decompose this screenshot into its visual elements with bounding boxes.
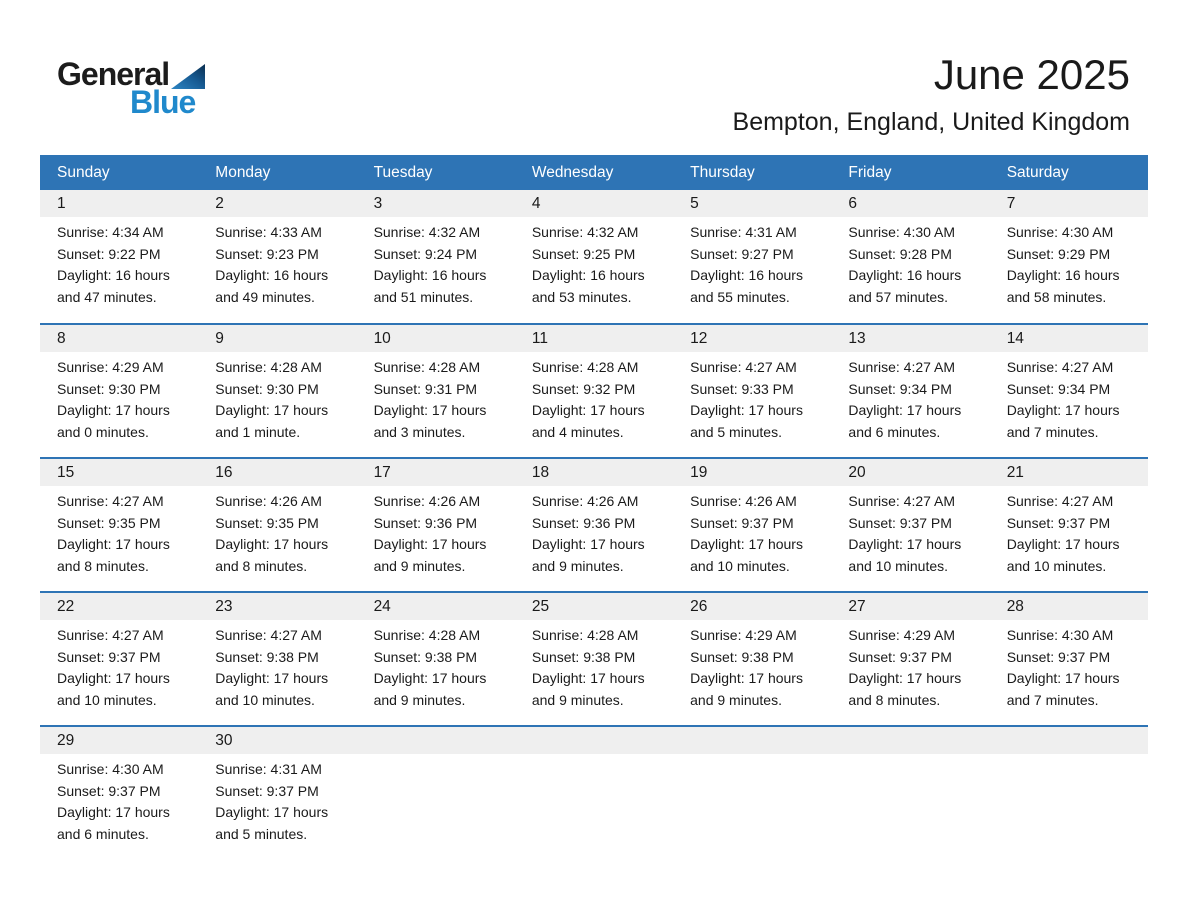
- day-details: [357, 352, 515, 443]
- day-cell: [990, 190, 1148, 324]
- day-daylight-hours: Daylight: 16 hours: [57, 267, 170, 283]
- day-daylight-minutes: and 51 minutes.: [373, 288, 474, 305]
- day-daylight-hours: Daylight: 16 hours: [690, 267, 803, 283]
- day-details: [990, 352, 1148, 443]
- day-daylight-minutes: and 0 minutes.: [57, 423, 149, 440]
- day-daylight-hours: Daylight: 17 hours: [57, 402, 170, 418]
- day-number-band: [673, 727, 831, 754]
- day-number: 27: [848, 598, 866, 615]
- day-number-band: [990, 459, 1148, 486]
- day-number-band: [357, 593, 515, 620]
- day-details: [673, 486, 831, 577]
- day-cell: [515, 458, 673, 592]
- day-daylight-minutes: and 3 minutes.: [373, 423, 466, 440]
- day-number-band: [357, 325, 515, 352]
- day-sunrise: Sunrise: 4:27 AM: [215, 627, 322, 643]
- day-daylight-hours: Daylight: 17 hours: [57, 536, 170, 552]
- day-daylight-hours: Daylight: 17 hours: [373, 670, 487, 686]
- day-number-band: [990, 727, 1148, 754]
- day-daylight-hours: Daylight: 16 hours: [373, 267, 487, 283]
- day-sunset: Sunset: 9:38 PM: [215, 648, 319, 665]
- day-cell: [198, 726, 356, 860]
- day-daylight-hours: Daylight: 17 hours: [848, 670, 962, 686]
- day-sunset: Sunset: 9:31 PM: [373, 380, 478, 397]
- day-number-band: [515, 325, 673, 352]
- day-sunrise: Sunrise: 4:30 AM: [1006, 224, 1114, 240]
- day-cell: [515, 592, 673, 726]
- day-daylight-hours: Daylight: 17 hours: [690, 402, 803, 418]
- day-sunrise: Sunrise: 4:26 AM: [373, 493, 481, 509]
- day-sunset: Sunset: 9:35 PM: [57, 514, 161, 531]
- day-sunset: Sunset: 9:38 PM: [690, 648, 794, 665]
- day-daylight-minutes: and 7 minutes.: [1006, 691, 1099, 708]
- day-sunset: Sunset: 9:34 PM: [1006, 380, 1111, 397]
- day-sunrise: Sunrise: 4:29 AM: [848, 627, 956, 643]
- day-cell: [673, 458, 831, 592]
- day-sunset: Sunset: 9:33 PM: [690, 380, 794, 397]
- day-number-band: [515, 593, 673, 620]
- day-number-band: [40, 727, 198, 754]
- day-sunset: Sunset: 9:29 PM: [1006, 245, 1111, 262]
- day-details: [831, 352, 989, 443]
- day-number: 14: [1006, 330, 1024, 347]
- day-number: 7: [1006, 195, 1016, 212]
- day-daylight-minutes: and 10 minutes.: [1006, 557, 1107, 574]
- day-details: [990, 620, 1148, 711]
- day-daylight-hours: Daylight: 17 hours: [1006, 670, 1120, 686]
- day-daylight-hours: Daylight: 17 hours: [57, 670, 170, 686]
- day-number: 9: [215, 330, 224, 347]
- day-number-band: [357, 190, 515, 217]
- day-daylight-minutes: and 9 minutes.: [690, 691, 782, 708]
- location-subtitle: Bempton, England, United Kingdom: [732, 108, 1130, 137]
- day-sunrise: Sunrise: 4:26 AM: [215, 493, 322, 509]
- day-cell: [357, 324, 515, 458]
- day-number: 24: [373, 598, 391, 615]
- day-sunset: Sunset: 9:37 PM: [1006, 648, 1111, 665]
- day-cell: [198, 324, 356, 458]
- day-number: 23: [215, 598, 233, 615]
- empty-day-cell: [990, 726, 1148, 860]
- weekday-header: Sunday: [40, 155, 198, 190]
- day-details: [198, 486, 356, 577]
- title-block: [733, 52, 1130, 137]
- day-daylight-minutes: and 6 minutes.: [848, 423, 941, 440]
- day-sunrise: Sunrise: 4:32 AM: [373, 224, 481, 240]
- logo-general-text: General: [57, 56, 170, 92]
- day-sunrise: Sunrise: 4:26 AM: [690, 493, 797, 509]
- day-cell: [990, 458, 1148, 592]
- day-cell: [831, 324, 989, 458]
- day-daylight-minutes: and 8 minutes.: [215, 557, 308, 574]
- day-daylight-minutes: and 5 minutes.: [690, 423, 782, 440]
- day-sunset: Sunset: 9:37 PM: [848, 648, 952, 665]
- day-sunrise: Sunrise: 4:29 AM: [57, 359, 164, 375]
- day-number-band: [831, 459, 989, 486]
- day-details: [40, 352, 198, 443]
- logo-blue-text: Blue: [130, 84, 196, 120]
- day-number: 30: [215, 732, 233, 749]
- weekday-header: Tuesday: [357, 155, 515, 190]
- day-sunrise: Sunrise: 4:33 AM: [215, 224, 322, 240]
- empty-day-cell: [831, 726, 989, 860]
- day-sunset: Sunset: 9:36 PM: [531, 514, 636, 531]
- day-details: [673, 352, 831, 443]
- day-sunset: Sunset: 9:37 PM: [57, 648, 161, 665]
- day-number: 5: [690, 195, 699, 212]
- day-details: [198, 620, 356, 711]
- day-daylight-minutes: and 8 minutes.: [848, 691, 941, 708]
- day-sunset: Sunset: 9:37 PM: [57, 782, 161, 799]
- day-sunset: Sunset: 9:36 PM: [373, 514, 478, 531]
- day-daylight-minutes: and 58 minutes.: [1006, 288, 1107, 305]
- day-number-band: [515, 190, 673, 217]
- day-daylight-hours: Daylight: 17 hours: [215, 402, 329, 418]
- day-daylight-hours: Daylight: 17 hours: [1006, 402, 1120, 418]
- day-number-band: [40, 190, 198, 217]
- day-number-band: [198, 459, 356, 486]
- day-daylight-minutes: and 1 minute.: [215, 423, 301, 440]
- day-daylight-minutes: and 9 minutes.: [373, 691, 466, 708]
- day-cell: [673, 324, 831, 458]
- week-row: [40, 592, 1148, 726]
- day-sunrise: Sunrise: 4:28 AM: [531, 627, 639, 643]
- day-cell: [515, 324, 673, 458]
- day-number-band: [831, 727, 989, 754]
- day-details: [40, 620, 198, 711]
- day-daylight-minutes: and 9 minutes.: [531, 691, 624, 708]
- day-number: 11: [531, 330, 548, 347]
- day-details: [40, 217, 198, 308]
- day-sunset: Sunset: 9:25 PM: [531, 245, 636, 262]
- day-daylight-hours: Daylight: 17 hours: [848, 402, 962, 418]
- week-row: [40, 726, 1148, 860]
- day-sunrise: Sunrise: 4:27 AM: [848, 359, 956, 375]
- day-sunrise: Sunrise: 4:27 AM: [1006, 493, 1114, 509]
- day-number-band: [990, 593, 1148, 620]
- day-sunset: Sunset: 9:37 PM: [1006, 514, 1111, 531]
- day-sunset: Sunset: 9:24 PM: [373, 245, 478, 262]
- day-number-band: [831, 190, 989, 217]
- day-sunrise: Sunrise: 4:26 AM: [531, 493, 639, 509]
- week-row: [40, 458, 1148, 592]
- day-daylight-minutes: and 7 minutes.: [1006, 423, 1099, 440]
- day-number-band: [515, 727, 673, 754]
- day-daylight-hours: Daylight: 17 hours: [690, 670, 803, 686]
- day-details: [357, 217, 515, 308]
- day-sunrise: Sunrise: 4:30 AM: [57, 761, 164, 777]
- day-cell: [40, 458, 198, 592]
- day-sunrise: Sunrise: 4:27 AM: [1006, 359, 1114, 375]
- calendar-table: [40, 155, 1148, 860]
- day-daylight-hours: Daylight: 17 hours: [690, 536, 803, 552]
- day-number: 22: [57, 598, 75, 615]
- day-number: 28: [1006, 598, 1024, 615]
- month-title: June 2025: [933, 51, 1130, 98]
- day-sunrise: Sunrise: 4:34 AM: [57, 224, 164, 240]
- day-sunset: Sunset: 9:37 PM: [215, 782, 319, 799]
- day-number: 29: [57, 732, 75, 749]
- day-sunrise: Sunrise: 4:27 AM: [57, 627, 164, 643]
- day-sunrise: Sunrise: 4:27 AM: [690, 359, 797, 375]
- day-number-band: [673, 190, 831, 217]
- day-details: [357, 486, 515, 577]
- day-daylight-minutes: and 8 minutes.: [57, 557, 149, 574]
- day-details: [831, 217, 989, 308]
- day-cell: [831, 190, 989, 324]
- day-sunrise: Sunrise: 4:31 AM: [690, 224, 797, 240]
- day-sunrise: Sunrise: 4:27 AM: [848, 493, 956, 509]
- day-daylight-minutes: and 55 minutes.: [690, 288, 790, 305]
- day-daylight-minutes: and 10 minutes.: [690, 557, 790, 574]
- week-row: [40, 190, 1148, 324]
- day-details: [673, 217, 831, 308]
- day-number-band: [357, 727, 515, 754]
- day-daylight-minutes: and 10 minutes.: [848, 557, 949, 574]
- day-sunset: Sunset: 9:30 PM: [215, 380, 319, 397]
- day-details: [515, 352, 673, 443]
- day-daylight-minutes: and 10 minutes.: [215, 691, 315, 708]
- day-cell: [40, 324, 198, 458]
- day-number: 15: [57, 464, 75, 481]
- day-sunset: Sunset: 9:27 PM: [690, 245, 794, 262]
- day-number: 25: [531, 598, 550, 615]
- day-sunrise: Sunrise: 4:28 AM: [531, 359, 639, 375]
- day-daylight-minutes: and 47 minutes.: [57, 288, 157, 305]
- day-sunset: Sunset: 9:35 PM: [215, 514, 319, 531]
- day-daylight-minutes: and 10 minutes.: [57, 691, 157, 708]
- day-number: 6: [848, 195, 858, 212]
- day-sunset: Sunset: 9:38 PM: [531, 648, 636, 665]
- day-daylight-hours: Daylight: 17 hours: [215, 536, 329, 552]
- empty-day-cell: [673, 726, 831, 860]
- day-details: [515, 217, 673, 308]
- day-number: 21: [1006, 464, 1024, 481]
- day-details: [198, 754, 356, 845]
- day-sunrise: Sunrise: 4:28 AM: [373, 359, 481, 375]
- day-number-band: [831, 593, 989, 620]
- weekday-header: Thursday: [673, 155, 831, 190]
- day-details: [515, 620, 673, 711]
- day-cell: [40, 726, 198, 860]
- day-daylight-hours: Daylight: 17 hours: [215, 670, 329, 686]
- weekday-header: Saturday: [990, 155, 1148, 190]
- day-number: 12: [690, 330, 708, 347]
- day-daylight-hours: Daylight: 16 hours: [848, 267, 962, 283]
- day-details: [198, 217, 356, 308]
- day-number-band: [198, 325, 356, 352]
- day-number: 8: [57, 330, 66, 347]
- day-number-band: [357, 459, 515, 486]
- day-cell: [198, 458, 356, 592]
- day-number-band: [990, 325, 1148, 352]
- day-daylight-hours: Daylight: 17 hours: [1006, 536, 1120, 552]
- day-daylight-minutes: and 53 minutes.: [531, 288, 632, 305]
- empty-day-cell: [357, 726, 515, 860]
- day-details: [990, 217, 1148, 308]
- day-cell: [673, 592, 831, 726]
- day-daylight-minutes: and 49 minutes.: [215, 288, 315, 305]
- day-number: 13: [848, 330, 866, 347]
- day-sunrise: Sunrise: 4:31 AM: [215, 761, 322, 777]
- day-daylight-hours: Daylight: 16 hours: [1006, 267, 1120, 283]
- day-daylight-hours: Daylight: 17 hours: [57, 804, 170, 820]
- day-cell: [990, 324, 1148, 458]
- weekday-header: Wednesday: [515, 155, 673, 190]
- day-daylight-minutes: and 5 minutes.: [215, 825, 308, 842]
- day-daylight-minutes: and 9 minutes.: [531, 557, 624, 574]
- day-details: [831, 620, 989, 711]
- day-number-band: [515, 459, 673, 486]
- day-details: [673, 620, 831, 711]
- day-number-band: [831, 325, 989, 352]
- day-daylight-minutes: and 57 minutes.: [848, 288, 949, 305]
- day-number: 1: [57, 195, 66, 212]
- day-number: 19: [690, 464, 708, 481]
- day-daylight-hours: Daylight: 17 hours: [373, 402, 487, 418]
- day-number-band: [198, 727, 356, 754]
- day-cell: [198, 190, 356, 324]
- general-blue-logo: [57, 56, 205, 120]
- day-cell: [831, 458, 989, 592]
- day-number: 17: [373, 464, 391, 481]
- day-sunrise: Sunrise: 4:30 AM: [1006, 627, 1114, 643]
- day-daylight-hours: Daylight: 17 hours: [531, 402, 645, 418]
- day-daylight-hours: Daylight: 17 hours: [215, 804, 329, 820]
- day-number-band: [40, 325, 198, 352]
- day-cell: [40, 190, 198, 324]
- day-daylight-hours: Daylight: 16 hours: [531, 267, 645, 283]
- day-daylight-hours: Daylight: 16 hours: [215, 267, 329, 283]
- day-number: 4: [531, 195, 541, 212]
- weekday-header: Friday: [831, 155, 989, 190]
- day-number-band: [198, 593, 356, 620]
- day-cell: [515, 190, 673, 324]
- day-details: [357, 620, 515, 711]
- day-number: 20: [848, 464, 866, 481]
- day-number-band: [990, 190, 1148, 217]
- day-sunrise: Sunrise: 4:32 AM: [531, 224, 639, 240]
- day-number-band: [673, 325, 831, 352]
- day-sunset: Sunset: 9:34 PM: [848, 380, 952, 397]
- day-sunset: Sunset: 9:22 PM: [57, 245, 161, 262]
- day-sunset: Sunset: 9:23 PM: [215, 245, 319, 262]
- day-cell: [357, 592, 515, 726]
- day-number-band: [40, 459, 198, 486]
- day-cell: [357, 458, 515, 592]
- day-details: [40, 754, 198, 845]
- day-daylight-hours: Daylight: 17 hours: [531, 670, 645, 686]
- week-row: [40, 324, 1148, 458]
- day-sunset: Sunset: 9:37 PM: [690, 514, 794, 531]
- weekday-header: Monday: [198, 155, 356, 190]
- day-daylight-minutes: and 6 minutes.: [57, 825, 149, 842]
- day-sunset: Sunset: 9:38 PM: [373, 648, 478, 665]
- day-sunset: Sunset: 9:28 PM: [848, 245, 952, 262]
- weekday-header-row: [40, 155, 1148, 190]
- day-sunrise: Sunrise: 4:30 AM: [848, 224, 956, 240]
- day-sunrise: Sunrise: 4:28 AM: [215, 359, 322, 375]
- day-cell: [40, 592, 198, 726]
- day-daylight-minutes: and 4 minutes.: [531, 423, 624, 440]
- day-sunset: Sunset: 9:30 PM: [57, 380, 161, 397]
- day-details: [990, 486, 1148, 577]
- day-details: [40, 486, 198, 577]
- day-number-band: [198, 190, 356, 217]
- day-daylight-hours: Daylight: 17 hours: [848, 536, 962, 552]
- day-number: 3: [373, 195, 383, 212]
- day-number: 18: [531, 464, 550, 481]
- day-sunrise: Sunrise: 4:29 AM: [690, 627, 797, 643]
- day-sunrise: Sunrise: 4:28 AM: [373, 627, 481, 643]
- day-number-band: [40, 593, 198, 620]
- day-daylight-hours: Daylight: 17 hours: [373, 536, 487, 552]
- day-number: 16: [215, 464, 233, 481]
- day-cell: [831, 592, 989, 726]
- day-details: [198, 352, 356, 443]
- day-daylight-minutes: and 9 minutes.: [373, 557, 466, 574]
- day-cell: [990, 592, 1148, 726]
- day-sunset: Sunset: 9:37 PM: [848, 514, 952, 531]
- day-number: 26: [690, 598, 708, 615]
- empty-day-cell: [515, 726, 673, 860]
- day-number-band: [673, 459, 831, 486]
- day-cell: [673, 190, 831, 324]
- day-cell: [357, 190, 515, 324]
- day-daylight-hours: Daylight: 17 hours: [531, 536, 645, 552]
- day-number: 10: [373, 330, 391, 347]
- day-number-band: [673, 593, 831, 620]
- day-details: [831, 486, 989, 577]
- day-details: [515, 486, 673, 577]
- day-sunset: Sunset: 9:32 PM: [531, 380, 636, 397]
- day-number: 2: [215, 195, 224, 212]
- day-sunrise: Sunrise: 4:27 AM: [57, 493, 164, 509]
- day-cell: [198, 592, 356, 726]
